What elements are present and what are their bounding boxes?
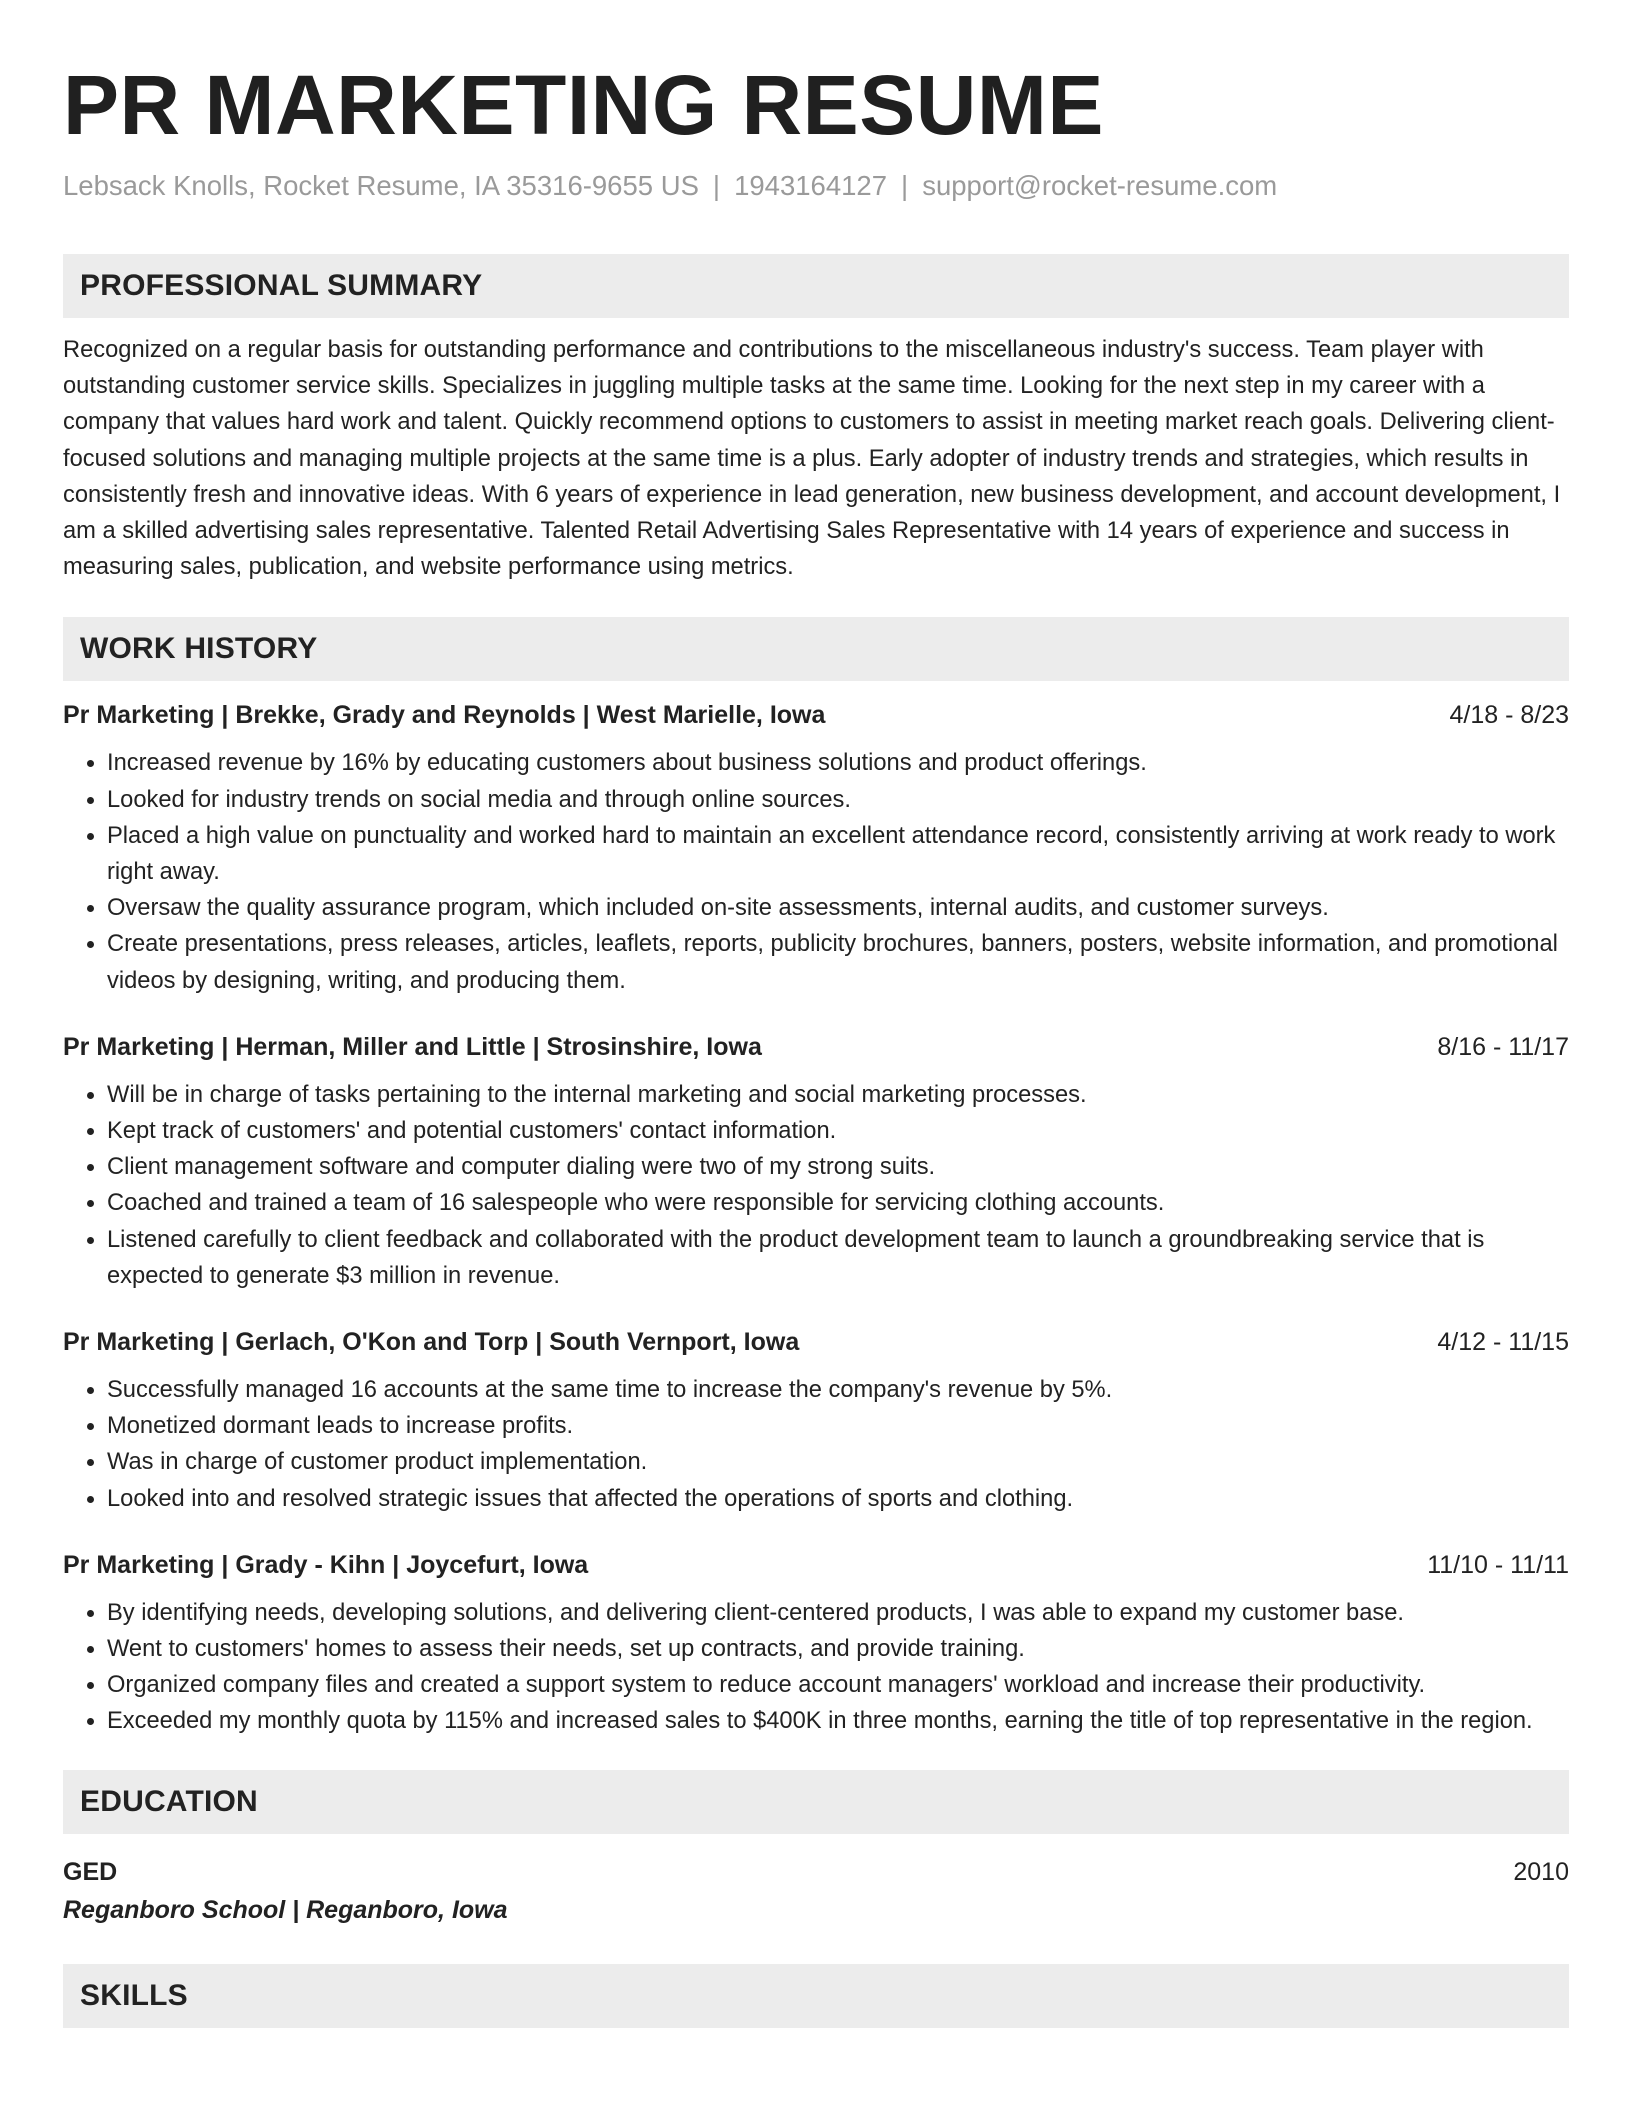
job-title: Pr Marketing | Brekke, Grady and Reynolds | West Marielle, Iowa — [63, 701, 826, 730]
job-bullet: • Kept track of customers' and potential customers' contact information. — [107, 1113, 1569, 1149]
job-bullet: • Looked into and resolved strategic issues that affected the operations of sports and clothing. — [107, 1481, 1569, 1517]
job-heading — [63, 697, 1569, 733]
job-title: Pr Marketing | Herman, Miller and Little | Strosinshire, Iowa — [63, 1032, 762, 1061]
resume-title: PR MARKETING RESUME — [63, 58, 1104, 152]
job-bullets — [63, 745, 1569, 998]
job-bullet: • Will be in charge of tasks pertaining to the internal marketing and social marketing processes. — [107, 1077, 1569, 1113]
job-bullets — [63, 1372, 1569, 1517]
contact-separator: | — [901, 170, 909, 201]
job-bullet: • Looked for industry trends on social media and through online sources. — [107, 782, 1569, 818]
education-entry — [63, 1854, 1569, 1890]
job-dates: 4/18 - 8/23 — [1449, 701, 1569, 730]
job-dates: 4/12 - 11/15 — [1437, 1328, 1569, 1357]
education-year: 2010 — [1513, 1857, 1569, 1886]
education-school: Reganboro School | Reganboro, Iowa — [63, 1895, 508, 1924]
job-bullet: • Successfully managed 16 accounts at the same time to increase the company's revenue by 5%. — [107, 1372, 1569, 1408]
job-heading — [63, 1029, 1569, 1065]
work-history-list — [63, 697, 1569, 1739]
job-bullet: • Was in charge of customer product implementation. — [107, 1444, 1569, 1480]
job-bullet: • Went to customers' homes to assess their needs, set up contracts, and provide training. — [107, 1631, 1569, 1667]
job-bullet: • Increased revenue by 16% by educating customers about business solutions and product offerings. — [107, 745, 1569, 781]
job-heading — [63, 1324, 1569, 1360]
section-header-work-history: WORK HISTORY — [63, 617, 1569, 681]
job-bullet: • Oversaw the quality assurance program, which included on-site assessments, internal audits, and customer surveys. — [107, 890, 1569, 926]
section-header-skills: SKILLS — [63, 1964, 1569, 2028]
summary-text: Recognized on a regular basis for outstanding performance and contributions to the miscellaneous industry's success. Team player with outstanding customer service skills. Specializes in juggling multiple tasks at the same time. Looking for the next step in my career with a company that values hard work and talent. Quickly recommend options to customers to assist in meeting market reach goals. Delivering client-focused solutions and managing multiple projects at the same time is a plus. Early adopter of industry trends and strategies, which results in consistently fresh and innovative ideas. With 6 years of experience in lead generation, new business development, and account development, I am a skilled advertising sales representative. Talented Retail Advertising Sales Representative with 14 years of experience and success in measuring sales, publication, and website performance using metrics. — [63, 337, 1561, 581]
section-header-education: EDUCATION — [63, 1770, 1569, 1834]
job-bullet: • Listened carefully to client feedback and collaborated with the product development team to launch a groundbreaking service that is expected to generate $3 million in revenue. — [107, 1222, 1569, 1294]
job-dates: 11/10 - 11/11 — [1427, 1550, 1569, 1579]
job-entry — [63, 1547, 1569, 1740]
job-bullet: • Coached and trained a team of 16 salespeople who were responsible for servicing clothing accounts. — [107, 1185, 1569, 1221]
job-entry — [63, 1324, 1569, 1517]
job-bullet: • Organized company files and created a support system to reduce account managers' workload and increase their productivity. — [107, 1667, 1569, 1703]
job-bullet: • Create presentations, press releases, articles, leaflets, reports, publicity brochures, banners, posters, website information, and promotional videos by designing, writing, and producing them. — [107, 926, 1569, 998]
contact-address: Lebsack Knolls, Rocket Resume, IA 35316-9655 US — [63, 170, 699, 201]
job-title: Pr Marketing | Grady - Kihn | Joycefurt, Iowa — [63, 1550, 589, 1579]
job-dates: 8/16 - 11/17 — [1437, 1032, 1569, 1061]
education-degree: GED — [63, 1857, 118, 1886]
job-bullets — [63, 1077, 1569, 1294]
section-header-summary: PROFESSIONAL SUMMARY — [63, 254, 1569, 318]
job-bullet: • Monetized dormant leads to increase profits. — [107, 1408, 1569, 1444]
job-bullets — [63, 1595, 1569, 1740]
job-entry — [63, 697, 1569, 998]
contact-line — [63, 166, 1569, 206]
job-title: Pr Marketing | Gerlach, O'Kon and Torp | South Vernport, Iowa — [63, 1328, 800, 1357]
job-bullet: • Placed a high value on punctuality and worked hard to maintain an excellent attendance record, consistently arriving at work ready to work right away. — [107, 818, 1569, 890]
contact-separator: | — [712, 170, 721, 201]
job-bullet: • Client management software and computer dialing were two of my strong suits. — [107, 1149, 1569, 1185]
contact-phone: 1943164127 — [734, 170, 888, 201]
job-heading — [63, 1547, 1569, 1583]
job-bullet: • By identifying needs, developing solutions, and delivering client-centered products, I was able to expand my customer base. — [107, 1595, 1569, 1631]
job-entry — [63, 1029, 1569, 1294]
job-bullet: • Exceeded my monthly quota by 115% and increased sales to $400K in three months, earning the title of top representative in the region. — [107, 1703, 1569, 1739]
contact-email: support@rocket-resume.com — [922, 170, 1278, 201]
